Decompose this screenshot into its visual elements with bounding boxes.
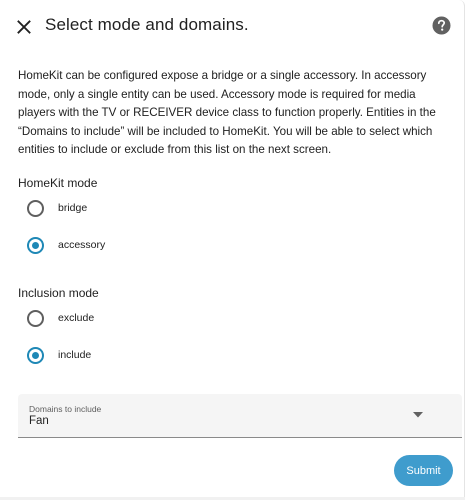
caret-down-icon (413, 412, 423, 418)
dialog-description: HomeKit can be configured expose a bridge or a single accessory. In accessory mode, only a single entity can be used. Accessory mode is required for media players with the TV or RECEIVER device class to function properly. Entities in the “Domains to include” will be included to HomeKit. You will be able to select which entities to include or exclude from this list on the next screen. (18, 69, 436, 157)
radio-label-bridge: bridge (58, 202, 88, 214)
radio-label-accessory: accessory (58, 239, 106, 251)
homekit-mode-label: HomeKit mode (18, 176, 98, 190)
radio-label-exclude: exclude (58, 312, 95, 324)
inclusion-mode-label: Inclusion mode (18, 286, 99, 300)
radio-circle[interactable] (27, 310, 44, 327)
radio-include[interactable] (27, 345, 91, 365)
radio-label-include: include (58, 349, 92, 361)
radio-circle[interactable] (27, 200, 44, 217)
radio-bridge[interactable] (27, 198, 87, 218)
dialog-title: Select mode and domains. (45, 15, 249, 34)
radio-circle-checked[interactable] (27, 347, 44, 364)
radio-exclude[interactable] (27, 308, 94, 328)
close-button[interactable] (11, 14, 37, 40)
dialog-header (0, 0, 465, 56)
domains-select[interactable] (18, 394, 462, 438)
radio-accessory[interactable] (27, 235, 105, 255)
help-circle-icon (432, 16, 451, 35)
submit-button[interactable]: Submit (394, 455, 453, 486)
domains-select-label: Domains to include (29, 404, 102, 414)
radio-circle-checked[interactable] (27, 237, 44, 254)
close-icon (17, 20, 31, 34)
domains-select-value: Fan (29, 415, 49, 427)
help-button[interactable] (431, 15, 451, 35)
